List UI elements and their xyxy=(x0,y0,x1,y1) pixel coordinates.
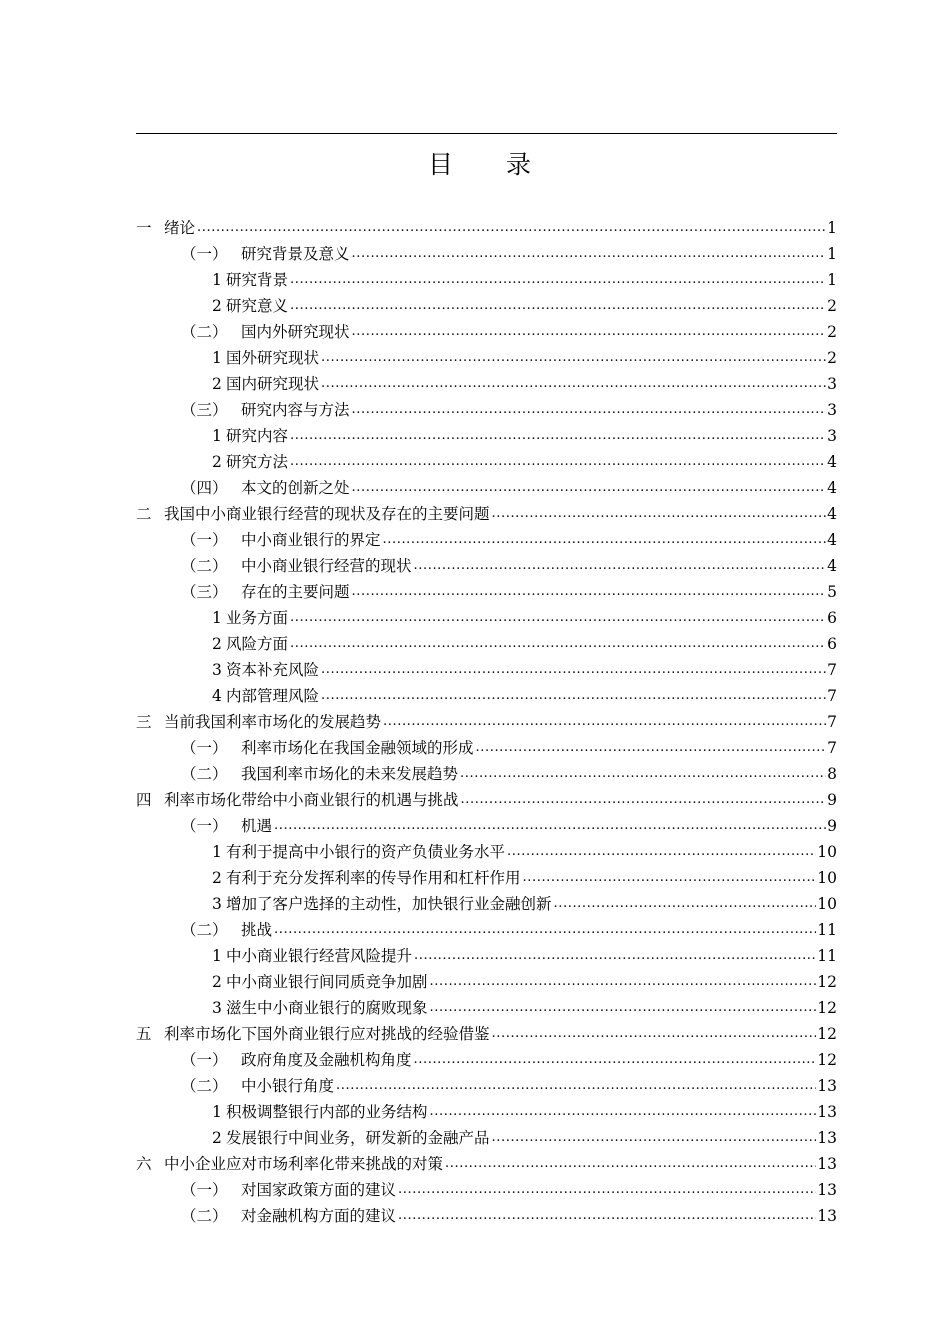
toc-entry[interactable] xyxy=(136,1021,837,1047)
toc-entry[interactable] xyxy=(136,293,837,319)
toc-leader-dots xyxy=(274,816,826,836)
toc-page-number: 7 xyxy=(827,739,837,757)
toc-entry-label xyxy=(136,215,195,241)
toc-entry-number: （一） xyxy=(181,817,228,835)
toc-entry-number: （一） xyxy=(181,531,228,549)
toc-entry-label xyxy=(181,1177,396,1203)
toc-entry[interactable] xyxy=(136,1177,837,1203)
toc-entry-number: （二） xyxy=(181,323,228,341)
toc-entry-text: 国内研究现状 xyxy=(226,375,320,393)
toc-page-number: 12 xyxy=(817,1025,837,1043)
toc-entry[interactable] xyxy=(136,1047,837,1073)
toc-entry-number: 2 xyxy=(212,869,222,887)
toc-entry-number: 一 xyxy=(136,219,152,237)
toc-leader-dots xyxy=(290,296,826,316)
toc-entry-label xyxy=(136,787,459,813)
toc-page-number: 12 xyxy=(817,1051,837,1069)
toc-entry-text: 存在的主要问题 xyxy=(241,583,350,601)
toc-entry-label xyxy=(212,995,428,1021)
toc-entry-number: 2 xyxy=(212,453,222,471)
toc-entry[interactable] xyxy=(136,761,837,787)
toc-page-number: 4 xyxy=(827,453,837,471)
toc-page-number: 11 xyxy=(817,947,837,965)
toc-leader-dots xyxy=(507,842,816,862)
toc-page-number: 12 xyxy=(817,973,837,991)
toc-entry-text: 研究方法 xyxy=(226,453,289,471)
toc-entry-text: 积极调整银行内部的业务结构 xyxy=(226,1103,428,1121)
toc-entry-label xyxy=(181,397,350,423)
toc-entry-text: 对国家政策方面的建议 xyxy=(241,1181,397,1199)
toc-entry-label xyxy=(181,813,272,839)
toc-entry-number: 1 xyxy=(212,1103,222,1121)
toc-entry-number: （一） xyxy=(181,1051,228,1069)
toc-entry[interactable] xyxy=(136,631,837,657)
toc-page-number: 7 xyxy=(827,661,837,679)
toc-entry-text: 本文的创新之处 xyxy=(241,479,350,497)
toc-entry-label xyxy=(181,579,350,605)
toc-entry-number: 1 xyxy=(212,349,222,367)
toc-entry-label xyxy=(212,943,412,969)
toc-entry[interactable] xyxy=(136,813,837,839)
toc-entry-number: 六 xyxy=(136,1155,152,1173)
toc-page-number: 2 xyxy=(827,349,837,367)
toc-entry[interactable] xyxy=(136,839,837,865)
toc-entry-label xyxy=(212,891,552,917)
toc-page-number: 12 xyxy=(817,999,837,1017)
toc-leader-dots xyxy=(398,1180,816,1200)
toc-entry[interactable] xyxy=(136,1073,837,1099)
toc-entry-number: 四 xyxy=(136,791,152,809)
toc-entry-number: （二） xyxy=(181,1207,228,1225)
toc-entry-number: 1 xyxy=(212,271,222,289)
toc-title: 目 录 xyxy=(427,150,545,179)
toc-page-number: 13 xyxy=(817,1181,837,1199)
toc-entry-number: 2 xyxy=(212,635,222,653)
toc-entry-number: 1 xyxy=(212,609,222,627)
toc-entry-number: （三） xyxy=(181,583,228,601)
toc-entry-number: 五 xyxy=(136,1025,152,1043)
toc-entry-label xyxy=(181,1073,334,1099)
toc-entry-text: 研究背景 xyxy=(226,271,289,289)
toc-entry[interactable] xyxy=(136,579,837,605)
toc-entry-text: 利率市场化带给中小商业银行的机遇与挑战 xyxy=(164,791,459,809)
toc-entry-label xyxy=(181,761,458,787)
toc-page-number: 6 xyxy=(827,609,837,627)
toc-entry-text: 研究意义 xyxy=(226,297,289,315)
toc-entry-label xyxy=(181,475,350,501)
toc-entry-label xyxy=(136,501,490,527)
toc-page-number: 4 xyxy=(827,557,837,575)
toc-entry-label xyxy=(136,1021,490,1047)
toc-page-number: 4 xyxy=(827,531,837,549)
toc-entry-label xyxy=(212,449,288,475)
toc-leader-dots xyxy=(492,1128,817,1148)
toc-entry[interactable] xyxy=(136,1125,837,1151)
toc-entry[interactable] xyxy=(136,657,837,683)
toc-page-number: 13 xyxy=(817,1103,837,1121)
toc-leader-dots xyxy=(321,348,826,368)
toc-entry-number: （二） xyxy=(181,921,228,939)
toc-page-number: 10 xyxy=(817,869,837,887)
toc-entry-number: 2 xyxy=(212,375,222,393)
toc-entry-number: 3 xyxy=(212,661,222,679)
toc-entry-text: 业务方面 xyxy=(226,609,289,627)
toc-page-number: 4 xyxy=(827,479,837,497)
toc-leader-dots xyxy=(352,322,827,342)
toc-entry-text: 内部管理风险 xyxy=(226,687,320,705)
toc-leader-dots xyxy=(321,660,826,680)
toc-leader-dots xyxy=(383,530,827,550)
toc-entry-number: （一） xyxy=(181,245,228,263)
toc-entry-label xyxy=(212,345,319,371)
toc-page-number: 13 xyxy=(817,1207,837,1225)
toc-entry[interactable] xyxy=(136,475,837,501)
toc-entry-label xyxy=(212,657,319,683)
toc-leader-dots xyxy=(554,894,817,914)
toc-entry[interactable] xyxy=(136,605,837,631)
toc-entry-text: 我国中小商业银行经营的现状及存在的主要问题 xyxy=(164,505,490,523)
toc-entry[interactable] xyxy=(136,267,837,293)
toc-entry-label xyxy=(212,605,288,631)
toc-entry-label xyxy=(212,839,505,865)
toc-entry[interactable] xyxy=(136,397,837,423)
toc-leader-dots xyxy=(290,634,826,654)
toc-entry-text: 国外研究现状 xyxy=(226,349,320,367)
toc-leader-dots xyxy=(414,946,816,966)
toc-entry-text: 国内外研究现状 xyxy=(241,323,350,341)
toc-entry-number: 2 xyxy=(212,297,222,315)
toc-entry-number: 3 xyxy=(212,999,222,1017)
toc-leader-dots xyxy=(352,244,827,264)
toc-entry-text: 研究背景及意义 xyxy=(241,245,350,263)
toc-entry-label xyxy=(181,917,272,943)
toc-entry-label xyxy=(212,865,521,891)
toc-entry[interactable] xyxy=(136,709,837,735)
toc-entry[interactable] xyxy=(136,735,837,761)
toc-page-number: 11 xyxy=(817,921,837,939)
toc-page-number: 1 xyxy=(827,245,837,263)
toc-entry[interactable] xyxy=(136,917,837,943)
toc-entry[interactable] xyxy=(136,449,837,475)
toc-entry[interactable] xyxy=(136,1203,837,1229)
toc-entry-label xyxy=(212,1099,428,1125)
toc-leader-dots xyxy=(430,1102,817,1122)
toc-page-number: 13 xyxy=(817,1129,837,1147)
toc-page-number: 3 xyxy=(827,427,837,445)
toc-entry-text: 政府角度及金融机构角度 xyxy=(241,1051,412,1069)
toc-page-number: 7 xyxy=(827,687,837,705)
toc-entry-label xyxy=(212,267,288,293)
toc-entry-text: 资本补充风险 xyxy=(226,661,320,679)
toc-leader-dots xyxy=(414,1050,817,1070)
toc-page-number: 1 xyxy=(827,271,837,289)
toc-entry[interactable] xyxy=(136,969,837,995)
toc-page-number: 9 xyxy=(827,817,837,835)
toc-entry-number: 三 xyxy=(136,713,152,731)
toc-entry-label xyxy=(212,683,319,709)
toc-leader-dots xyxy=(290,270,826,290)
toc-entry-label xyxy=(212,293,288,319)
toc-leader-dots xyxy=(290,452,826,472)
toc-entry[interactable] xyxy=(136,423,837,449)
toc-leader-dots xyxy=(430,998,817,1018)
toc-entry[interactable] xyxy=(136,215,837,241)
toc-page-number: 6 xyxy=(827,635,837,653)
toc-entry-label xyxy=(181,735,474,761)
toc-entry-label xyxy=(212,969,428,995)
toc-page-number: 2 xyxy=(827,297,837,315)
toc-page-number: 4 xyxy=(827,505,837,523)
toc-leader-dots xyxy=(445,1154,816,1174)
toc-entry-text: 机遇 xyxy=(241,817,273,835)
toc-entry-number: （三） xyxy=(181,401,228,419)
toc-entry-number: （二） xyxy=(181,557,228,575)
toc-page-number: 13 xyxy=(817,1155,837,1173)
toc-leader-dots xyxy=(460,764,826,784)
toc-entry-number: （一） xyxy=(181,739,228,757)
toc-entry-text: 有利于提高中小银行的资产负债业务水平 xyxy=(226,843,506,861)
toc-entry-number: （四） xyxy=(181,479,228,497)
toc-leader-dots xyxy=(414,556,827,576)
toc-entry-text: 我国利率市场化的未来发展趋势 xyxy=(241,765,459,783)
toc-entry-text: 利率市场化在我国金融领域的形成 xyxy=(241,739,474,757)
toc-entry-label xyxy=(212,631,288,657)
toc-entry[interactable] xyxy=(136,787,837,813)
toc-entry[interactable] xyxy=(136,501,837,527)
toc-entry-number: （二） xyxy=(181,1077,228,1095)
toc-leader-dots xyxy=(398,1206,816,1226)
toc-entry-number: 4 xyxy=(212,687,222,705)
toc-leader-dots xyxy=(197,218,826,238)
toc-page-number: 3 xyxy=(827,401,837,419)
toc-entry-number: 1 xyxy=(212,947,222,965)
toc-entry-text: 增加了客户选择的主动性，加快银行业金融创新 xyxy=(226,895,552,913)
toc-leader-dots xyxy=(274,920,816,940)
toc-entry-text: 研究内容与方法 xyxy=(241,401,350,419)
toc-entry-text: 中小商业银行经营的现状 xyxy=(241,557,412,575)
toc-entry-label xyxy=(181,553,412,579)
toc-entry-text: 有利于充分发挥利率的传导作用和杠杆作用 xyxy=(226,869,521,887)
toc-entry-text: 中小银行角度 xyxy=(241,1077,335,1095)
toc-entry[interactable] xyxy=(136,683,837,709)
toc-entry-text: 利率市场化下国外商业银行应对挑战的经验借鉴 xyxy=(164,1025,490,1043)
toc-entry-text: 中小商业银行的界定 xyxy=(241,531,381,549)
toc-leader-dots xyxy=(321,686,826,706)
toc-leader-dots xyxy=(352,478,827,498)
toc-entry-number: 2 xyxy=(212,1129,222,1147)
toc-entry-number: 1 xyxy=(212,427,222,445)
toc-entry[interactable] xyxy=(136,995,837,1021)
toc-entry-label xyxy=(181,319,350,345)
toc-leader-dots xyxy=(461,790,827,810)
toc-page-number: 10 xyxy=(817,843,837,861)
toc-entry-number: 3 xyxy=(212,895,222,913)
toc-entry[interactable] xyxy=(136,553,837,579)
toc-entry[interactable] xyxy=(136,1099,837,1125)
toc-leader-dots xyxy=(290,426,826,446)
toc-leader-dots xyxy=(352,582,827,602)
toc-entry-text: 中小商业银行间同质竞争加剧 xyxy=(226,973,428,991)
toc-page-number: 1 xyxy=(827,219,837,237)
toc-entry[interactable] xyxy=(136,371,837,397)
toc-entry-label xyxy=(181,1047,412,1073)
toc-entry-text: 绪论 xyxy=(164,219,196,237)
toc-entry-label xyxy=(181,241,350,267)
toc-leader-dots xyxy=(336,1076,816,1096)
table-of-contents xyxy=(136,215,837,1229)
toc-leader-dots xyxy=(492,504,827,524)
toc-leader-dots xyxy=(492,1024,817,1044)
toc-entry-label xyxy=(136,709,381,735)
toc-entry[interactable] xyxy=(136,345,837,371)
toc-page-number: 10 xyxy=(817,895,837,913)
toc-entry[interactable] xyxy=(136,1151,837,1177)
toc-entry-label xyxy=(212,371,319,397)
toc-entry-number: （一） xyxy=(181,1181,228,1199)
toc-leader-dots xyxy=(290,608,826,628)
toc-entry[interactable] xyxy=(136,527,837,553)
toc-entry[interactable] xyxy=(136,943,837,969)
toc-entry[interactable] xyxy=(136,865,837,891)
toc-entry-number: 2 xyxy=(212,973,222,991)
toc-entry-text: 中小商业银行经营风险提升 xyxy=(226,947,413,965)
toc-leader-dots xyxy=(321,374,826,394)
toc-entry-label xyxy=(181,527,381,553)
toc-entry-text: 中小企业应对市场利率化带来挑战的对策 xyxy=(164,1155,444,1173)
toc-page-number: 5 xyxy=(827,583,837,601)
toc-page-number: 8 xyxy=(827,765,837,783)
toc-entry-label xyxy=(181,1203,396,1229)
toc-entry[interactable] xyxy=(136,241,837,267)
toc-page-number: 2 xyxy=(827,323,837,341)
header-rule xyxy=(136,133,837,134)
toc-entry-text: 当前我国利率市场化的发展趋势 xyxy=(164,713,382,731)
toc-entry-text: 对金融机构方面的建议 xyxy=(241,1207,397,1225)
toc-page-number: 9 xyxy=(827,791,837,809)
toc-page-number: 13 xyxy=(817,1077,837,1095)
toc-entry-text: 发展银行中间业务，研发新的金融产品 xyxy=(226,1129,490,1147)
toc-entry-number: 1 xyxy=(212,843,222,861)
toc-page-number: 3 xyxy=(827,375,837,393)
toc-entry-label xyxy=(212,1125,490,1151)
toc-entry-label xyxy=(136,1151,443,1177)
toc-entry-number: （二） xyxy=(181,765,228,783)
toc-entry[interactable] xyxy=(136,319,837,345)
toc-entry-number: 二 xyxy=(136,505,152,523)
toc-entry[interactable] xyxy=(136,891,837,917)
toc-entry-label xyxy=(212,423,288,449)
toc-leader-dots xyxy=(523,868,817,888)
toc-leader-dots xyxy=(352,400,827,420)
toc-leader-dots xyxy=(430,972,817,992)
toc-leader-dots xyxy=(383,712,826,732)
toc-entry-text: 滋生中小商业银行的腐败现象 xyxy=(226,999,428,1017)
toc-entry-text: 挑战 xyxy=(241,921,273,939)
toc-page-number: 7 xyxy=(827,713,837,731)
toc-entry-text: 研究内容 xyxy=(226,427,289,445)
toc-leader-dots xyxy=(476,738,827,758)
toc-entry-text: 风险方面 xyxy=(226,635,289,653)
